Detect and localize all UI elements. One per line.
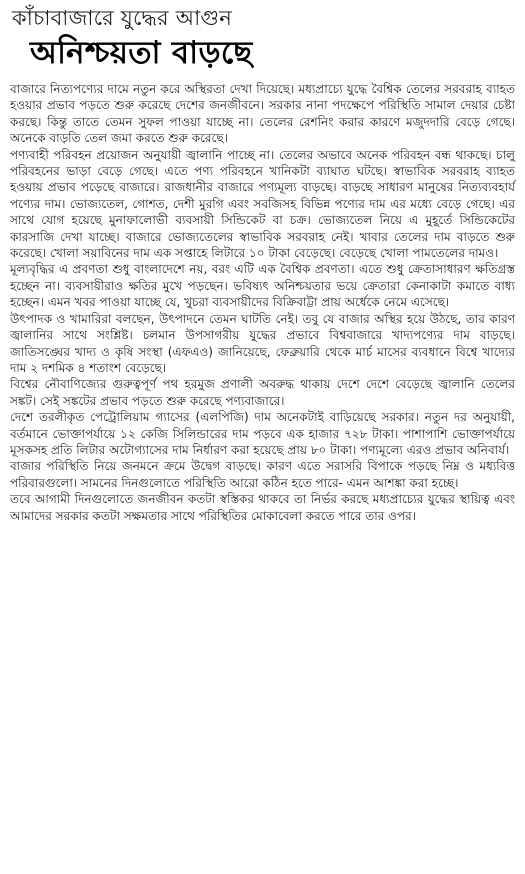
article-body <box>10 81 515 524</box>
paragraph-1: বাজারে নিত্যপণ্যের দামে নতুন করে অস্থিরতা দেখা দিয়েছে। মধ্যপ্রাচ্যে যুদ্ধে বৈশ্বিক তেলের সরবরাহ ব্যাহত হওয়ার প্রভাব পড়তে শুরু করেছে দেশের জনজীবনে। সরকার নানা পদক্ষেপে পরিস্থিতি সামাল দেয়ার চেষ্টা করছে। কিন্তু তাতে তেমন সুফল পাওয়া যাচ্ছে না। তেলের রেশনিং করার কারণে মজুদদারি বেড়ে গেছে। অনেকে বাড়তি তেল জমা করতে শুরু করেছে। <box>10 82 515 146</box>
paragraph-4: উৎপাদক ও খামারিরা বলছেন, উৎপাদনে তেমন ঘাটতি নেই। তবু যে বাজার অস্থির হয়ে উঠছে, তার কারণ জ্বালানির সাথে সংশ্লিষ্ট। চলমান উপসাগরীয় যুদ্ধের প্রভাবে বিশ্ববাজারে খাদ্যপণ্যের দাম বাড়ছে। জাতিসঙ্ঘের খাদ্য ও কৃষি সংস্থা (এফএও) জানিয়েছে, ফেব্রুয়ারি থেকে মার্চ মাসের ব্যবধানে বিশ্বে খাদ্যের দাম ২ দশমিক ৪ শতাংশ বেড়েছে। <box>10 311 515 375</box>
headline: অনিশ্চয়তা বাড়ছে <box>30 35 253 71</box>
paragraph-8: তবে আগামী দিনগুলোতে জনজীবন কতটা স্বস্তিকর থাকবে তা নির্ভর করছে মধ্যপ্রাচ্যের যুদ্ধের স্থায়িত্ব এবং আমাদের সরকার কতটা সক্ষমতার সাথে পরিস্থিতির মোকাবেলা করতে পারে তার ওপর। <box>10 492 515 523</box>
paragraph-5: বিশ্বের নৌবাণিজ্যের গুরুত্বপূর্ণ পথ হরমুজ প্রণালী অবরুদ্ধ থাকায় দেশে দেশে বেড়েছে জ্বালানি তেলের সঙ্কট। সেই সঙ্কটের প্রভাব পড়তে শুরু করেছে পণ্যবাজারে। <box>10 377 515 408</box>
kicker-title: কাঁচাবাজারে যুদ্ধের আগুন <box>12 6 232 30</box>
paragraph-6: দেশে তরলীকৃত পেট্রোলিয়াম গ্যাসের (এলপিজি) দাম অনেকটাই বাড়িয়েছে সরকার। নতুন দর অনুযায়ী, বর্তমানে ভোক্তাপর্যায়ে ১২ কেজি সিলিন্ডারের দাম পড়বে এক হাজার ৭২৮ টাকা। পাশাপাশি ভোক্তাপর্যায়ে মূসকসহ প্রতি লিটার অটোগ্যাসের দাম নির্ধারণ করা হয়েছে প্রায় ৮০ টাকা। পণ্যমূল্যে এরও প্রভাব অনিবার্য। <box>10 410 515 457</box>
paragraph-7: বাজার পরিস্থিতি নিয়ে জনমনে ক্রমে উদ্বেগ বাড়ছে। কারণ এতে সরাসরি বিপাকে পড়ছে নিম্ন ও মধ্যবিত্ত পরিবারগুলো। সামনের দিনগুলোতে পরিস্থিতি আরো কঠিন হতে পারে- এমন আশঙ্কা করা হচ্ছে। <box>10 459 515 490</box>
paragraph-2: পণ্যবাহী পরিবহন প্রয়োজন অনুযায়ী জ্বালানি পাচ্ছে না। তেলের অভাবে অনেক পরিবহন বন্ধ থাকছে। চালু পরিবহনের ভাড়া বেড়ে গেছে। এতে পণ্য পরিবহনে খানিকটা ব্যাঘাত ঘটছে। স্বাভাবিক সরবরাহ ব্যাহত হওয়ায় প্রভাব পড়েছে বাজারে। রাজধানীর বাজারে পণ্যমূল্য বাড়ছে। বাড়ছে সাধারণ মানুষের নিত্যব্যবহার্য পণ্যের দাম। ভোজ্যতেল, গোশত, দেশী মুরগি এবং সবজিসহ বিভিন্ন পণ্যের দাম এর মধ্যে বেড়ে গেছে। এর সাথে যোগ হয়েছে মুনাফালোভী ব্যবসায়ী সিন্ডিকেট বা চক্র। ভোজ্যতেল নিয়ে এ মুহূর্তে সিন্ডিকেটের কারসাজি দেখা যাচ্ছে। বাজারে ভোজ্যতেলের স্বাভাবিক সরবরাহ নেই। খাবার তেলের দাম বাড়তে শুরু করেছে। খোলা সয়াবিনের দাম এক সপ্তাহে লিটারে ১০ টাকা বেড়েছে। বেড়েছে খোলা পামতেলের দামও। <box>10 147 515 261</box>
paragraph-3: মূল্যবৃদ্ধির এ প্রবণতা শুধু বাংলাদেশে নয়, বরং এটি এক বৈশ্বিক প্রবণতা। এতে শুধু ক্রেতাসাধারণ ক্ষতিগ্রস্ত হচ্ছেন না। ব্যবসায়ীরাও ক্ষতির মুখে পড়ছেন। ভবিষ্যৎ অনিশ্চয়তার ভয়ে ক্রেতারা কেনাকাটা কমাতে বাধ্য হচ্ছেন। এমন খবর পাওয়া যাচ্ছে যে, খুচরা ব্যবসায়ীদের বিক্রিবাট্টা প্রায় অর্ধেকে নেমে এসেছে। <box>10 262 515 310</box>
